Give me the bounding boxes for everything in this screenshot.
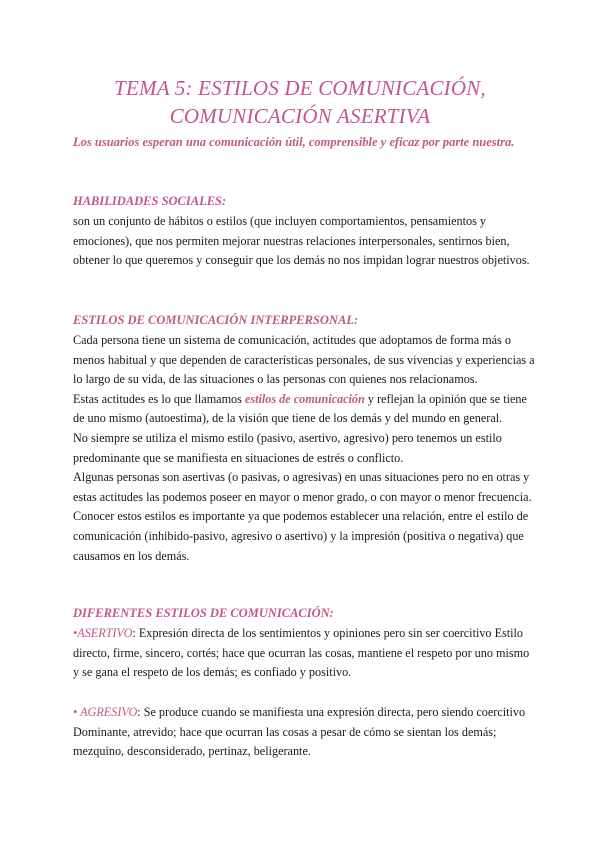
intro-text: Los usuarios esperan una comunicación útil, comprensible y eficaz por parte nuestra. [73,135,515,149]
paragraph: Cada persona tiene un sistema de comunicación, actitudes que adoptamos de forma más o menos habitual y que dependen de características personales, de sus vivencias y experiencias a lo largo de su vida, de las situaciones o las personas con quienes nos relacionamos. [73,333,535,387]
emphasis-text: estilos de comunicación [244,391,365,406]
asertivo-label: •ASERTIVO [73,626,133,640]
paragraph: son un conjunto de hábitos o estilos (que incluyen comportamientos, pensamientos y emociones), que nos permiten mejorar nuestras relaciones interpersonales, sentirnos bien, obtener lo que queremos y conseguir que los demás no nos impidan lograr nuestros objetivos. [73,214,530,268]
heading-estilos-interpersonal: ESTILOS DE COMUNICACIÓN INTERPERSONAL: [73,313,359,327]
text-run: : Se produce cuando se manifiesta una expresión directa, pero siendo coercitivo Dominante, atrevido; hace que ocurran las cosas a pesar de cómo se sientan los demás; mezquino, desconsiderado, pertinaz, beligerante. [73,705,526,759]
paragraph: No siempre se utiliza el mismo estilo (pasivo, asertivo, agresivo) pero tenemos un estilo predominante que se manifiesta en situaciones de estrés o conflicto. [73,430,502,465]
paragraph: Algunas personas son asertivas (o pasivas, o agresivas) en unas situaciones pero no en otras y estas actitudes las podemos poseer en mayor o menor grado, o con mayor o menor frecuencia. Conocer estos estilos es importante ya que podemos establecer una relación, entre el estilo de comunicación (inhibido-pasivo, agresivo o asertivo) y la impresión (positiva o negativa) que causamos en los demás. [73,470,532,563]
heading-diferentes-estilos: DIFERENTES ESTILOS DE COMUNICACIÓN: [73,606,334,620]
habilidades-sociales-text [73,212,538,271]
heading-habilidades-sociales: HABILIDADES SOCIALES: [73,194,227,208]
page-title-line-2: COMUNICACIÓN ASERTIVA [169,104,431,128]
asertivo-text [73,624,538,683]
agresivo-text [73,703,538,762]
estilos-interpersonal-text [73,331,538,566]
text-run: : Expresión directa de los sentimientos y opiniones pero sin ser coercitivo Estilo directo, firme, sincero, cortés; hace que ocurran las cosas, mantiene el respeto por uno mismo y se gana el respeto de los demás; es confiado y positivo. [73,626,530,680]
text-run: Estas actitudes es lo que llamamos [73,391,245,406]
paragraph [73,703,538,762]
paragraph [73,390,538,429]
agresivo-label: • AGRESIVO [73,705,138,719]
paragraph [73,624,538,683]
page-title-line-1: TEMA 5: ESTILOS DE COMUNICACIÓN, [114,76,486,100]
text-run: y reflejan la opinión que se tiene de uno mismo (autoestima), de la visión que tiene de los demás y del mundo en general. [73,391,527,426]
